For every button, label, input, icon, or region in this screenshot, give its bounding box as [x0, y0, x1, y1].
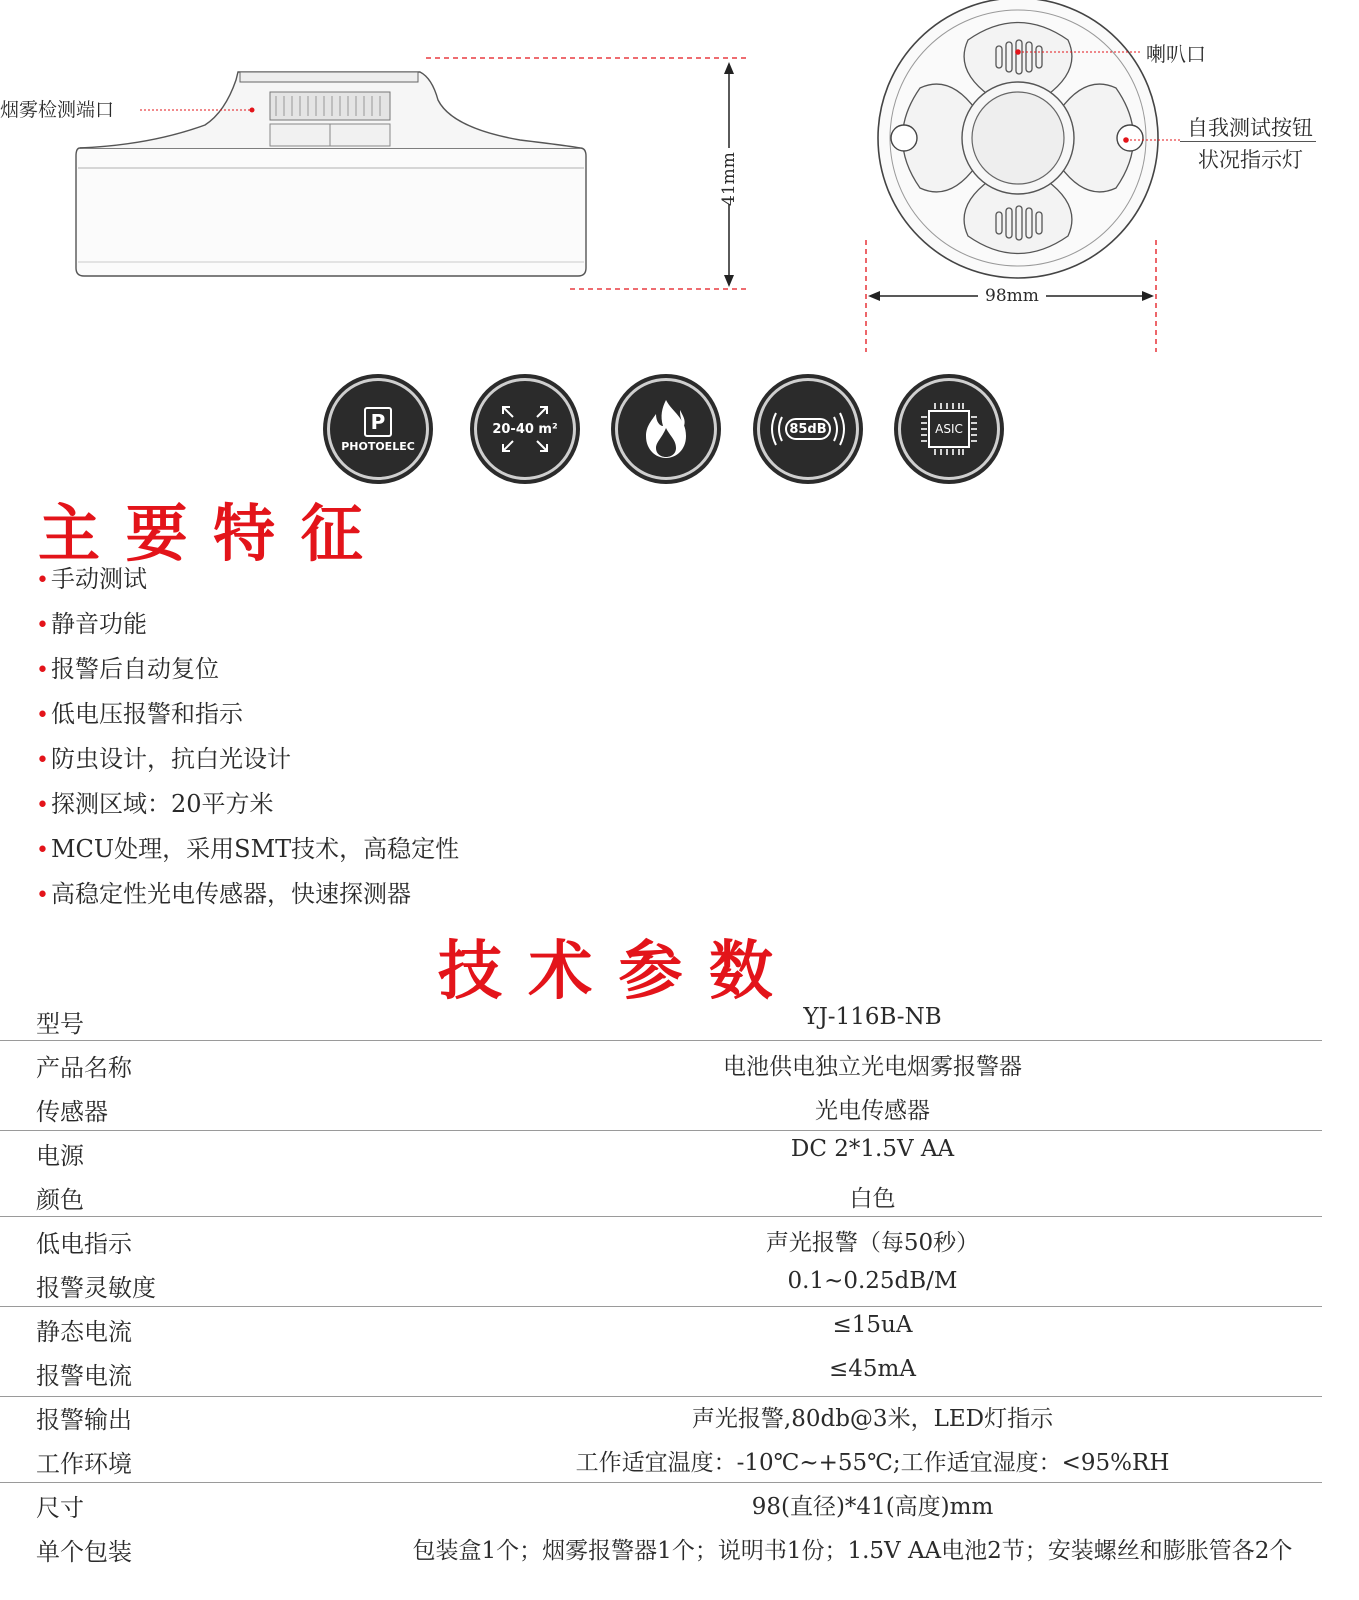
fire-icon — [636, 398, 696, 460]
top-view-drawing — [850, 0, 1190, 360]
feature-item: •低电压报警和指示 — [36, 700, 243, 728]
specs-heading: 技 术 参 数 — [438, 935, 775, 1009]
spec-row — [0, 1526, 1325, 1570]
sound-85db-badge — [757, 378, 859, 480]
spec-row — [0, 1218, 1325, 1262]
feature-item: •防虫设计，抗白光设计 — [36, 745, 291, 773]
spec-value: 白色 — [849, 1186, 896, 1212]
spec-divider — [0, 1040, 1322, 1041]
smoke-port-label: 烟雾检测端口 — [0, 99, 115, 121]
spec-row — [0, 1394, 1325, 1438]
spec-row — [0, 1262, 1325, 1306]
label-underline — [1180, 141, 1316, 142]
spec-row — [0, 1350, 1325, 1394]
spec-value: DC 2*1.5V AA — [790, 1136, 955, 1162]
coverage-area-badge — [474, 378, 576, 480]
spec-key: 工作环境 — [36, 1450, 132, 1478]
spec-key: 静态电流 — [36, 1318, 132, 1346]
spec-key: 产品名称 — [36, 1054, 132, 1082]
height-dimension-label: 41mm — [719, 152, 739, 206]
spec-key: 颜色 — [36, 1186, 84, 1214]
spec-value: 98(直径)*41(高度)mm — [751, 1494, 994, 1520]
spec-value: 声光报警（每50秒） — [765, 1230, 980, 1256]
spec-row — [0, 1042, 1325, 1086]
spec-key: 传感器 — [36, 1098, 108, 1126]
spec-row — [0, 998, 1325, 1042]
spec-value: 包装盒1个；烟雾报警器1个；说明书1份；1.5V AA电池2节；安装螺丝和膨胀管各2个 — [412, 1538, 1293, 1564]
photoelec-text: PHOTOELEC — [341, 439, 415, 453]
spec-value: 工作适宜温度：-10℃~+55℃;工作适宜湿度：<95%RH — [575, 1450, 1170, 1476]
spec-table — [0, 998, 1325, 1570]
spec-divider — [0, 1216, 1322, 1217]
spec-key: 报警灵敏度 — [36, 1274, 156, 1302]
photoelectric-badge — [327, 378, 429, 480]
spec-value: 0.1~0.25dB/M — [787, 1268, 958, 1294]
spec-key: 低电指示 — [36, 1230, 132, 1258]
feature-item: •报警后自动复位 — [36, 655, 219, 683]
feature-item: •MCU处理，采用SMT技术，高稳定性 — [36, 835, 460, 863]
sound-85db-text: 85dB — [789, 421, 827, 437]
coverage-area-text: 20-40 m² — [492, 421, 558, 437]
width-dimension-label: 98mm — [985, 286, 1039, 306]
spec-key: 报警输出 — [36, 1406, 132, 1434]
status-indicator-label: 状况指示灯 — [1198, 148, 1303, 172]
fire-badge — [615, 378, 717, 480]
features-list — [36, 562, 459, 922]
spec-value: 声光报警,80db@3米，LED灯指示 — [691, 1406, 1054, 1432]
spec-key: 型号 — [36, 1010, 84, 1038]
spec-row — [0, 1306, 1325, 1350]
spec-row — [0, 1086, 1325, 1130]
spec-value: 电池供电独立光电烟雾报警器 — [723, 1054, 1022, 1080]
spec-key: 报警电流 — [36, 1362, 132, 1390]
self-test-button-label: 自我测试按钮 — [1187, 116, 1313, 140]
feature-item: •静音功能 — [36, 610, 147, 638]
spec-row — [0, 1482, 1325, 1526]
speaker-label: 喇叭口 — [1146, 42, 1206, 66]
asic-chip-badge — [898, 378, 1000, 480]
side-view-drawing — [0, 0, 780, 320]
spec-key: 单个包装 — [36, 1538, 132, 1566]
photoelectric-icon: P — [364, 407, 392, 437]
spec-key: 电源 — [36, 1142, 84, 1170]
spec-row — [0, 1438, 1325, 1482]
spec-row — [0, 1130, 1325, 1174]
spec-value: ≤45mA — [829, 1356, 916, 1382]
feature-item: •手动测试 — [36, 565, 147, 593]
features-heading: 主 要 特 征 — [38, 497, 365, 570]
spec-value: 光电传感器 — [815, 1098, 930, 1124]
feature-item: •高稳定性光电传感器，快速探测器 — [36, 880, 411, 908]
feature-item: •探测区域：20平方米 — [36, 790, 274, 818]
spec-value: ≤15uA — [832, 1312, 913, 1338]
spec-row — [0, 1174, 1325, 1218]
spec-value: YJ-116B-NB — [803, 1004, 942, 1030]
spec-key: 尺寸 — [36, 1494, 84, 1522]
asic-text: ASIC — [935, 422, 963, 436]
